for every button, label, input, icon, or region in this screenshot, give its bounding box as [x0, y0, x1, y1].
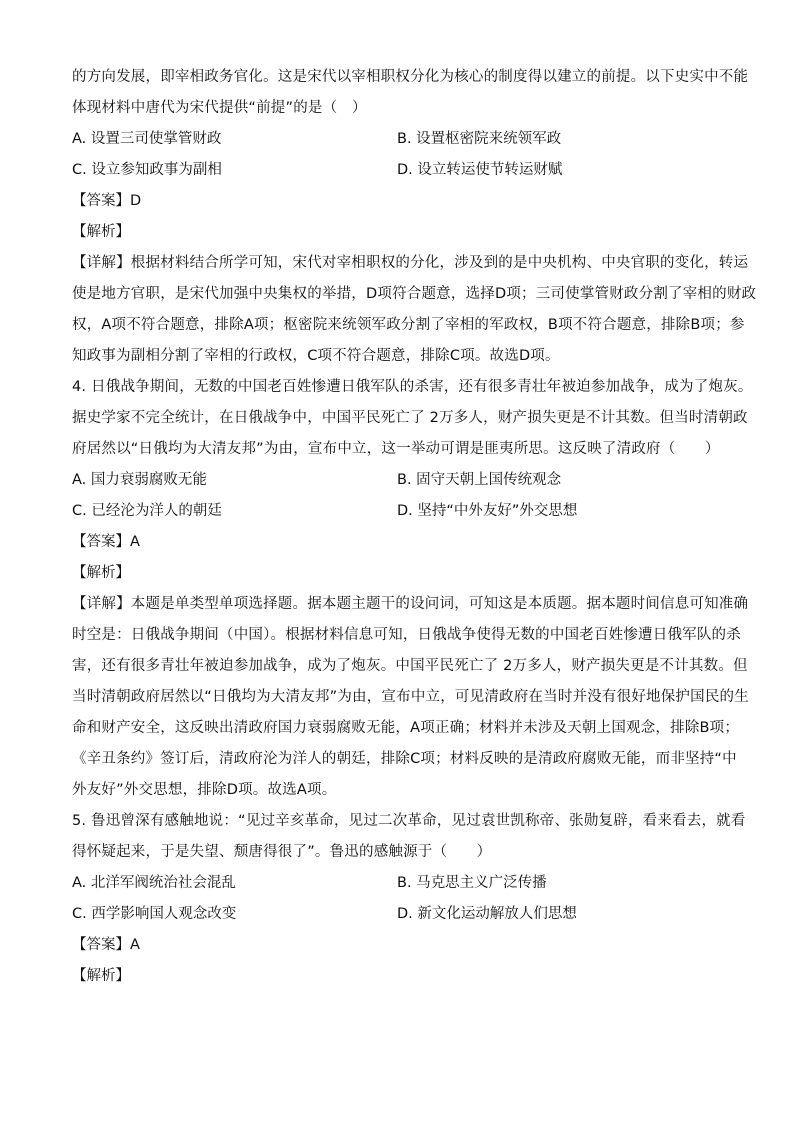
q4-answer: 【答案】A — [72, 534, 140, 550]
q4-option-c: C. 已经沦为洋人的朝廷 — [72, 503, 222, 519]
q5-option-a: A. 北洋军阀统治社会混乱 — [72, 875, 236, 891]
q5-option-b: B. 马克思主义广泛传播 — [397, 875, 547, 891]
q3-option-a: A. 设置三司使掌管财政 — [72, 131, 222, 147]
q4-option-b: B. 固守天朝上国传统观念 — [397, 472, 562, 488]
q4-analysis-label: 【解析】 — [72, 565, 130, 581]
q3-analysis-label: 【解析】 — [72, 224, 130, 240]
q5-option-d: D. 新文化运动解放人们思想 — [397, 906, 577, 922]
q5-stem-line: 5. 鲁迅曾深有感触地说：“见过辛亥革命，见过二次革命，见过袁世凯称帝、张勋复辟，看来看去，就看 — [72, 813, 746, 829]
q4-stem — [72, 372, 753, 465]
q4-stem-line: 4. 日俄战争期间，无数的中国老百姓惨遭日俄军队的杀害，还有很多青壮年被迫参加战争，成为了炮灰。 — [72, 379, 753, 395]
q3-options — [72, 124, 724, 186]
q3-detail — [72, 248, 757, 372]
page-content — [72, 62, 757, 992]
q3-stem-line: 体现材料中唐代为宋代提供“前提”的是（ ） — [72, 100, 367, 116]
q3-answer: 【答案】D — [72, 193, 142, 209]
q3-detail-line: 知政事为副相分割了宰相的行政权，C项不符合题意，排除C项。故选D项。 — [72, 348, 560, 364]
q3-option-d: D. 设立转运使节转运财赋 — [397, 162, 563, 178]
q3-stem — [72, 62, 749, 124]
q4-detail-line: 时空是：日俄战争期间（中国）。根据材料信息可知，日俄战争使得无数的中国老百姓惨遭日俄军队的杀 — [72, 627, 741, 643]
q4-stem-line: 府居然以“日俄均为大清友邦”为由，宣布中立，这一举动可谓是匪夷所思。这反映了清政府（ ） — [72, 441, 720, 457]
q4-detail-line: 命和财产安全，这反映出清政府国力衰弱腐败无能，A项正确；材料并未涉及天朝上国观念，排除B项； — [72, 720, 740, 736]
q4-detail — [72, 589, 749, 806]
q5-options — [72, 868, 724, 930]
q4-option-a: A. 国力衰弱腐败无能 — [72, 472, 207, 488]
q3-stem-line: 的方向发展，即宰相政务官化。这是宋代以宰相职权分化为核心的制度得以建立的前提。以下史实中不能 — [72, 69, 749, 85]
q4-option-d: D. 坚持“中外友好”外交思想 — [397, 503, 578, 519]
q3-detail-line: 权，A项不符合题意，排除A项；枢密院来统领军政分割了宰相的军政权，B项不符合题意，排除B项；参 — [72, 317, 745, 333]
q3-option-b: B. 设置枢密院来统领军政 — [397, 131, 562, 147]
q4-stem-line: 据史学家不完全统计，在日俄战争中，中国平民死亡了 2万多人，财产损失更是不计其数。但当时清朝政 — [72, 410, 748, 426]
q5-analysis-label: 【解析】 — [72, 968, 130, 984]
q4-options — [72, 465, 724, 527]
q3-detail-line: 使是地方官职，是宋代加强中央集权的举措，D项符合题意，选择D项；三司使掌管财政分割了宰相的财政 — [72, 286, 757, 302]
q5-answer: 【答案】A — [72, 937, 140, 953]
q5-stem-line: 得怀疑起来，于是失望、颓唐得很了”。鲁迅的感触源于（ ） — [72, 844, 492, 860]
q3-option-c: C. 设立参知政事为副相 — [72, 162, 222, 178]
q4-detail-line: 当时清朝政府居然以“日俄均为大清友邦”为由，宣布中立，可见清政府在当时并没有很好地保护国民的生 — [72, 689, 749, 705]
q4-detail-line: 害，还有很多青壮年被迫参加战争，成为了炮灰。中国平民死亡了 2万多人，财产损失更是不计其数。但 — [72, 658, 748, 674]
q4-detail-line: 《辛丑条约》签订后，清政府沦为洋人的朝廷，排除C项；材料反映的是清政府腐败无能，而非坚持“中 — [72, 751, 737, 767]
q4-detail-line: 【详解】本题是单类型单项选择题。据本题主题干的设问词，可知这是本质题。据本题时间信息可知准确 — [72, 596, 749, 612]
q4-detail-line: 外友好”外交思想，排除D项。故选A项。 — [72, 782, 337, 798]
q3-detail-line: 【详解】根据材料结合所学可知，宋代对宰相职权的分化，涉及到的是中央机构、中央官职的变化，转运 — [72, 255, 749, 271]
q5-stem — [72, 806, 746, 868]
q5-option-c: C. 西学影响国人观念改变 — [72, 906, 237, 922]
